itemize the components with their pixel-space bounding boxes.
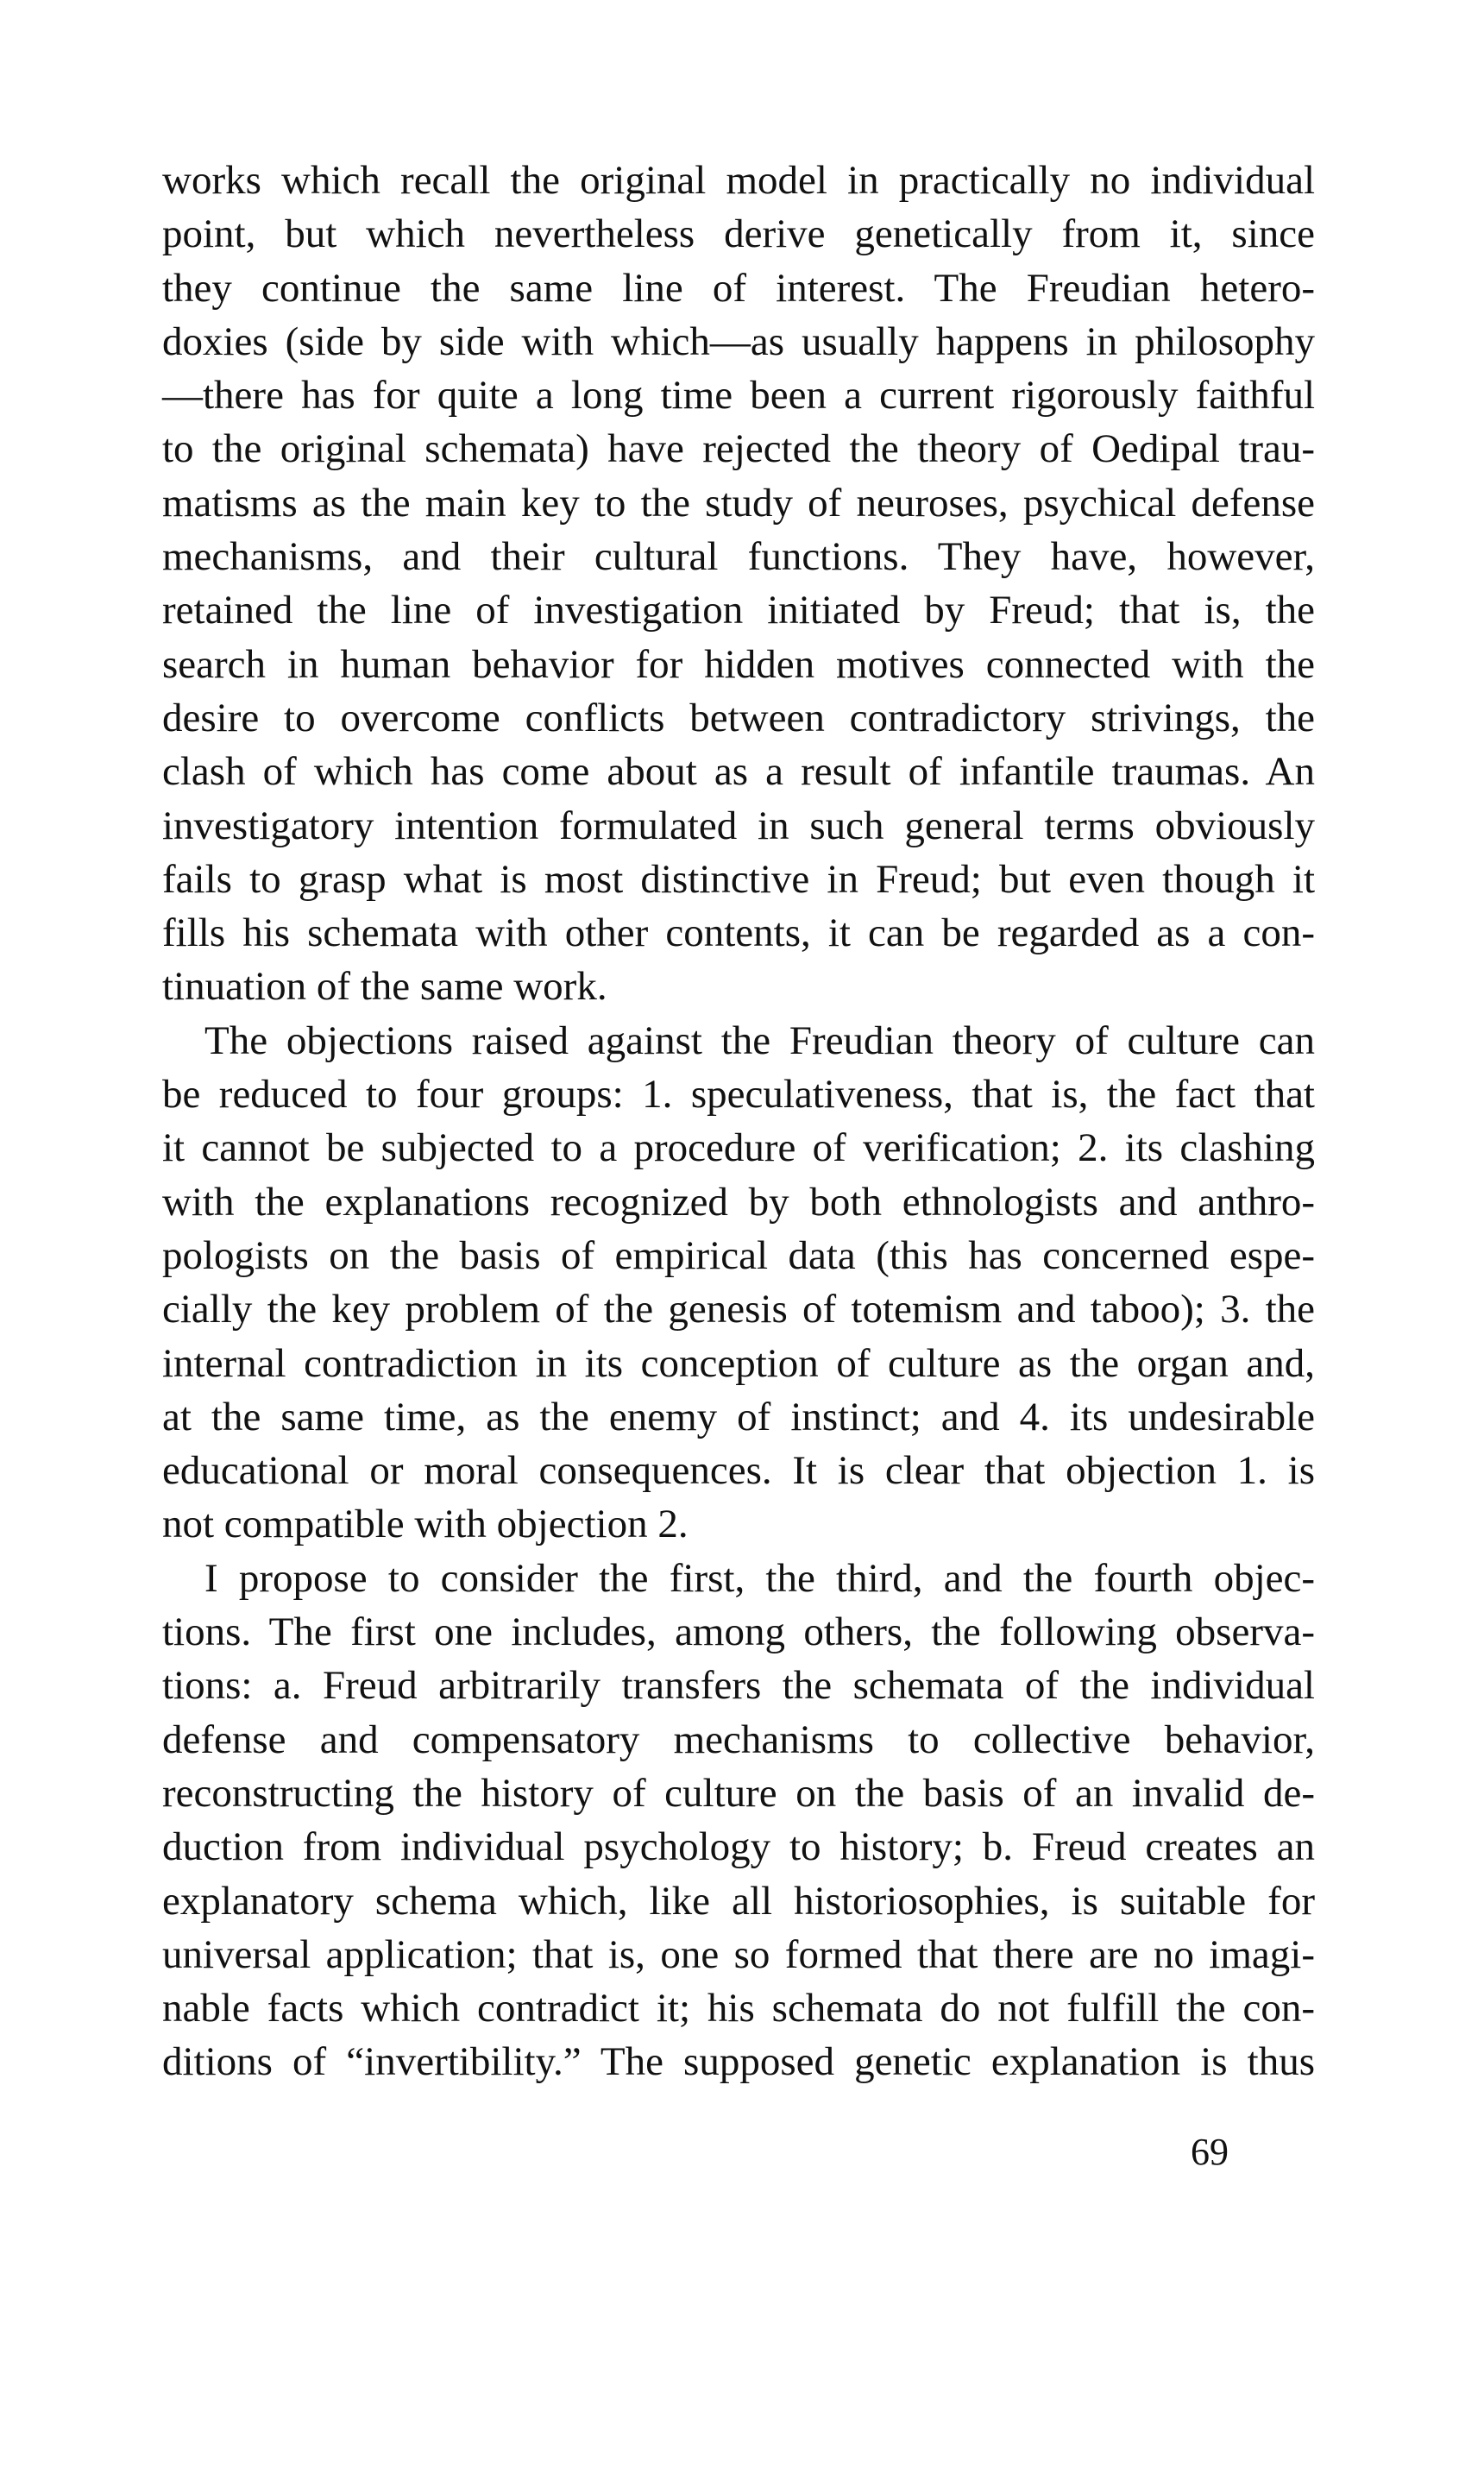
text-line: at the same time, as the enemy of instinct; and 4. its undesirable <box>162 1394 1315 1439</box>
text-line: fails to grasp what is most distinctive in Freud; but even though it <box>162 856 1315 902</box>
paragraph <box>162 1014 1315 1552</box>
page-number: 69 <box>1191 2131 1229 2173</box>
text-line: nable facts which contradict it; his schemata do not fulfill the con- <box>162 1986 1315 2031</box>
text-line: pologists on the basis of empirical data (this has concerned espe- <box>162 1232 1315 1278</box>
text-line: educational or moral consequences. It is clear that objection 1. is <box>162 1448 1315 1494</box>
body-text <box>162 154 1315 2089</box>
text-line: it cannot be subjected to a procedure of verification; 2. its clashing <box>162 1125 1315 1171</box>
text-line: internal contradiction in its conception of culture as the organ and, <box>162 1340 1315 1386</box>
text-line: they continue the same line of interest. The Freudian hetero- <box>162 265 1315 311</box>
text-line: clash of which has come about as a result of infantile traumas. An <box>162 749 1315 795</box>
text-line: ditions of “invertibility.” The supposed genetic explanation is thus <box>162 2039 1315 2085</box>
text-line: not compatible with objection 2. <box>162 1502 689 1547</box>
text-line: works which recall the original model in practically no individual <box>162 158 1315 203</box>
text-line: The objections raised against the Freudian theory of culture can <box>204 1017 1315 1063</box>
text-line: universal application; that is, one so formed that there are no imagi- <box>162 1931 1315 1977</box>
text-line: to the original schemata) have rejected the theory of Oedipal trau- <box>162 426 1315 472</box>
text-line: doxies (side by side with which—as usually happens in philosophy <box>162 318 1315 364</box>
text-line: investigatory intention formulated in such general terms obviously <box>162 803 1315 848</box>
text-line: search in human behavior for hidden motives connected with the <box>162 641 1315 687</box>
text-line: point, but which nevertheless derive genetically from it, since <box>162 211 1315 257</box>
text-line: mechanisms, and their cultural functions. They have, however, <box>162 534 1315 580</box>
text-line: explanatory schema which, like all historiosophies, is suitable for <box>162 1878 1315 1924</box>
text-line: desire to overcome conflicts between contradictory strivings, the <box>162 695 1315 740</box>
text-line: retained the line of investigation initiated by Freud; that is, the <box>162 588 1315 633</box>
paragraph <box>162 1552 1315 2089</box>
text-line: fills his schemata with other contents, it can be regarded as a con- <box>162 910 1315 956</box>
text-line: —there has for quite a long time been a current rigorously faithful <box>162 373 1315 419</box>
text-line: tinuation of the same work. <box>162 964 607 1010</box>
text-line: matisms as the main key to the study of neuroses, psychical defense <box>162 480 1315 526</box>
text-line: defense and compensatory mechanisms to collective behavior, <box>162 1716 1315 1762</box>
text-line: I propose to consider the first, the third, and the fourth objec- <box>204 1555 1315 1601</box>
text-line: reconstructing the history of culture on the basis of an invalid de- <box>162 1770 1315 1816</box>
text-line: be reduced to four groups: 1. speculativeness, that is, the fact that <box>162 1072 1315 1118</box>
paragraph <box>162 154 1315 1014</box>
text-line: cially the key problem of the genesis of totemism and taboo); 3. the <box>162 1287 1315 1332</box>
text-line: tions: a. Freud arbitrarily transfers the schemata of the individual <box>162 1663 1315 1709</box>
text-line: duction from individual psychology to history; b. Freud creates an <box>162 1824 1315 1870</box>
text-line: tions. The first one includes, among others, the following observa- <box>162 1609 1315 1655</box>
text-line: with the explanations recognized by both ethnologists and anthro- <box>162 1179 1315 1225</box>
